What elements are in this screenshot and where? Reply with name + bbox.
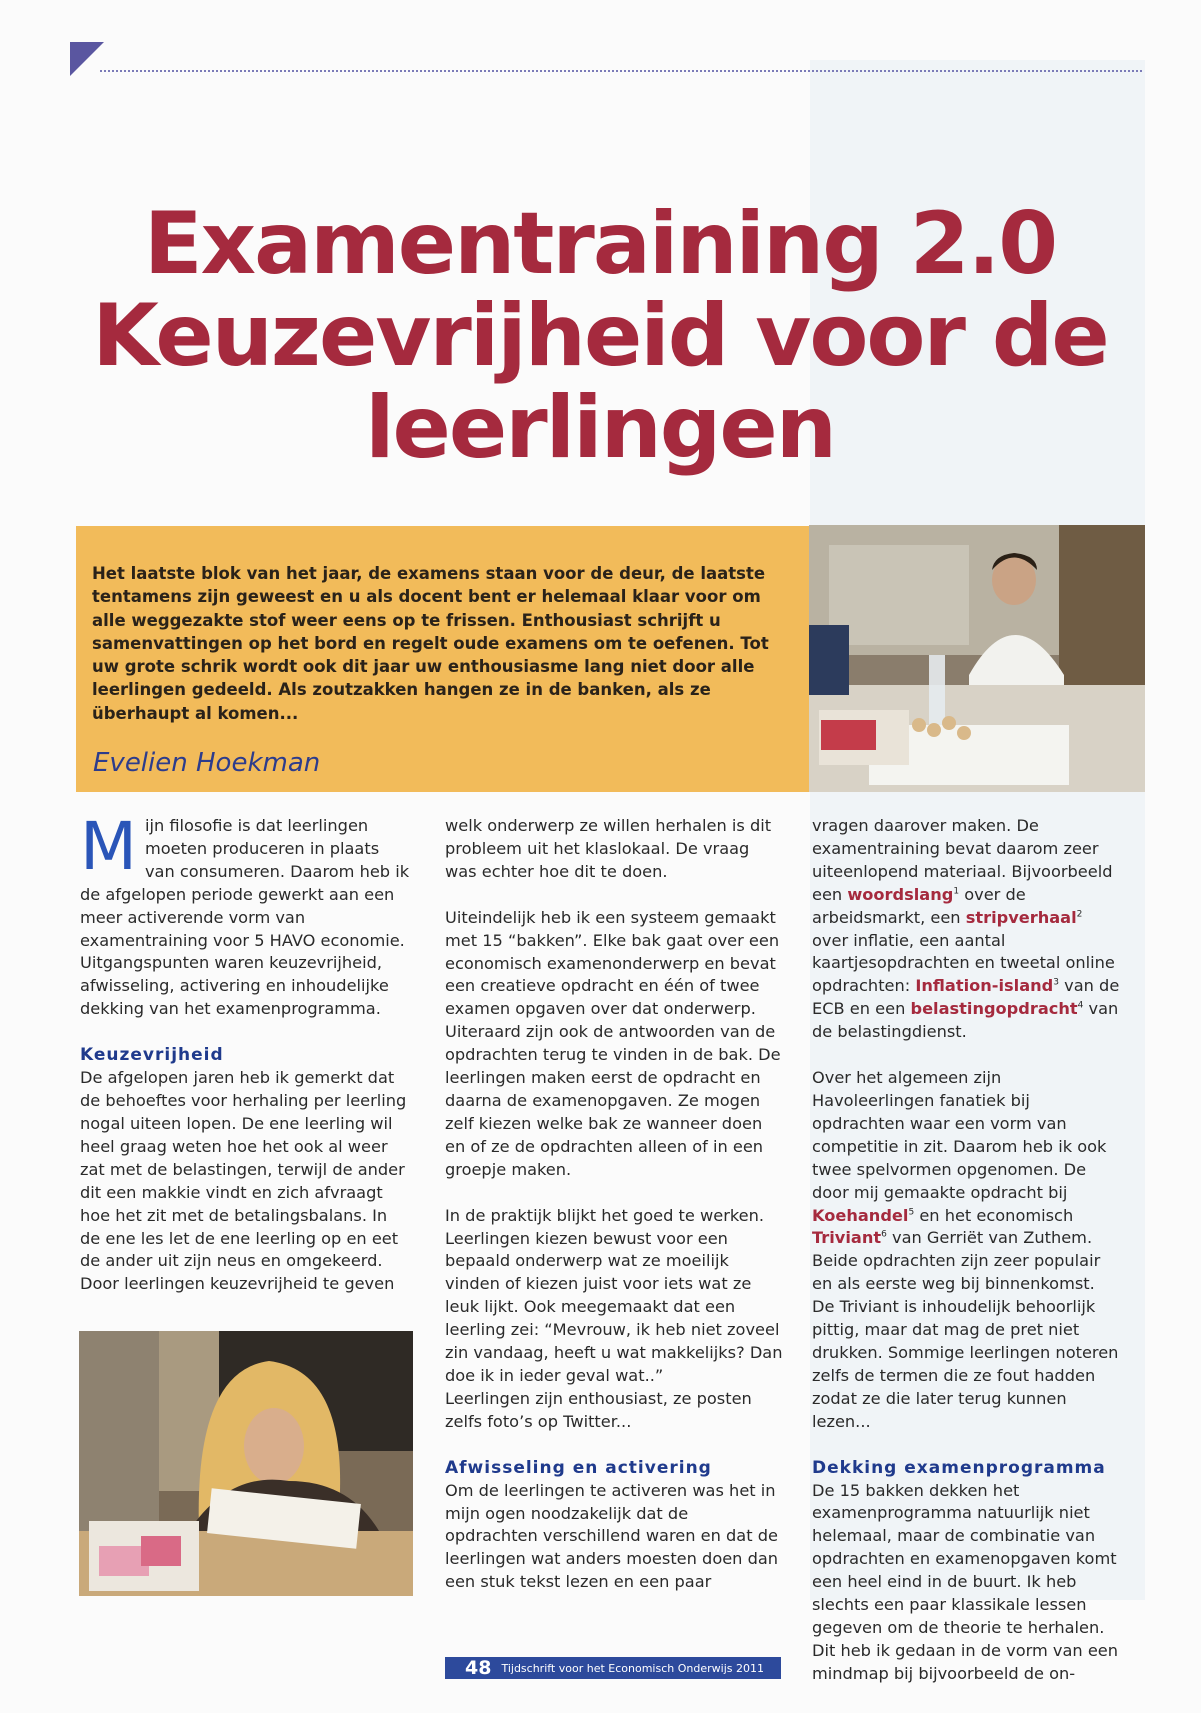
keyword-belastingopdracht: belastingopdracht <box>910 999 1078 1019</box>
paragraph-text: Over het algemeen zijn Havoleerlingen fanatiek bij opdrachten waar een vorm van competitie in zit. Daarom heb ik ook twee spelvormen opgenomen. De door mij gemaakte opdracht bij <box>812 1068 1107 1202</box>
paragraph-text: van Gerriët van Zuthem. Beide opdrachten zijn zeer populair en als eerste weg bij binnenkomst. De Triviant is inhoudelijk behoorlijk pittig, maar dat mag de pret niet drukken. Sommige leerlingen noteren zelfs de termen die ze fout hadden zodat ze die later terug kunnen lezen... <box>812 1228 1119 1431</box>
article-column-3 <box>812 815 1122 1709</box>
paragraph-keuzevrijheid: De afgelopen jaren heb ik gemerkt dat de behoeftes voor herhaling per leerling nogal uiteen lopen. De ene leerling wil heel graag weten hoe het ook al weer zat met de belastingen, terwijl de ander dit een makkie vindt en zich afvraagt hoe het zit met de betalingsbalans. In de ene les let de ene leerling op en eet de ander uit zijn neus en omgekeerd. Door leerlingen keuzevrijheid te geven <box>80 1068 407 1294</box>
footnote-marker: 3 <box>1053 977 1059 988</box>
section-heading-dekking: Dekking examenprogramma <box>812 1457 1106 1478</box>
paragraph-text: en het economisch <box>919 1205 1074 1225</box>
paragraph-text: over inflatie, een aantal kaartjesopdrachten en tweetal online opdrachten: <box>812 930 1115 996</box>
intro-box <box>76 526 809 792</box>
paragraph-materiaal <box>812 815 1122 1044</box>
footnote-marker: 4 <box>1077 1000 1084 1011</box>
keyword-koehandel: Koehandel <box>812 1205 909 1225</box>
title-line-1: Examentraining 2.0 <box>143 194 1057 294</box>
paragraph-probleem: welk onderwerp ze willen herhalen is dit probleem uit het klaslokaal. De vraag was echter hoe dit te doen. <box>445 816 772 881</box>
corner-triangle-icon <box>70 42 104 76</box>
section-heading-keuzevrijheid: Keuzevrijheid <box>80 1045 224 1066</box>
classroom-photo-girl <box>79 1331 413 1596</box>
photo-girl-illustration <box>79 1331 413 1596</box>
title-line-2: Keuzevrijheid voor de <box>92 286 1108 386</box>
paragraph-text: van de belastingdienst. <box>812 999 1119 1042</box>
footnote-marker: 5 <box>908 1207 915 1218</box>
section-heading-afwisseling: Afwisseling en activering <box>445 1457 712 1478</box>
paragraph-text: vragen daarover maken. De examentraining bevat daarom zeer uiteenlopend materiaal. Bijvoorbeeld een <box>812 816 1113 904</box>
paragraph-bakken: Uiteindelijk heb ik een systeem gemaakt met 15 “bakken”. Elke bak gaat over een economisch examenonderwerp en bevat een creatieve opdracht en één of twee examen opgaven over dat onderwerp. Uiteraard zijn ook de antwoorden van de opdrachten terug te vinden in de bak. De leerlingen maken eerst de opdracht en daarna de examenopgaven. Ze mogen zelf kiezen welke bak ze wanneer doen en of ze de opdrachten alleen of in een groepje maken. <box>445 907 781 1179</box>
photo-boy-illustration <box>809 525 1145 792</box>
keyword-stripverhaal: stripverhaal <box>965 907 1077 927</box>
classroom-photo-boy <box>809 525 1145 792</box>
journal-name: Tijdschrift voor het Economisch Onderwijs 2011 <box>501 1661 764 1675</box>
drop-cap: M <box>80 808 137 885</box>
article-title <box>80 194 1120 478</box>
page-number: 48 <box>465 1657 492 1679</box>
paragraph-competitie <box>812 1067 1122 1434</box>
footnote-marker: 2 <box>1076 909 1083 920</box>
title-line-3: leerlingen <box>365 378 835 478</box>
paragraph-text: In de praktijk blijkt het goed te werken. Leerlingen kiezen bewust voor een bepaald onderwerp wat ze moeilijk vinden of kiezen juist voor iets wat ze leuk lijkt. Ook meegemaakt dat een leerling zei: “Mevrouw, ik heb niet zoveel zin vandaag, heeft u wat makkelijks? Dan doe ik in ieder geval wat..” <box>445 1205 783 1385</box>
footnote-marker: 6 <box>881 1230 887 1241</box>
paragraph-text: over de arbeidsmarkt, een <box>812 884 1026 927</box>
paragraph-praktijk <box>445 1205 785 1388</box>
paragraph-activering: Om de leerlingen te activeren was het in mijn ogen noodzakelijk dat de opdrachten verschillend waren en dat de leerlingen wat anders moesten doen dan een stuk tekst lezen en een paar <box>445 1480 779 1592</box>
paragraph-dekking: De 15 bakken dekken het examenprogramma natuurlijk niet helemaal, maar de combinatie van opdrachten en examenopgaven komt een heel eind in de buurt. Ik heb slechts een paar klassikale lessen gegeven om de theorie te herhalen. Dit heb ik gedaan in de vorm van een mindmap bij bijvoorbeeld de on- <box>812 1480 1118 1683</box>
paragraph-text: van de ECB en een <box>812 976 1120 1019</box>
header-dotted-rule <box>100 70 1142 72</box>
keyword-triviant: Triviant <box>812 1228 882 1248</box>
article-column-2 <box>445 815 785 1617</box>
opening-paragraph <box>80 808 412 1021</box>
page-footer <box>445 1657 781 1679</box>
paragraph-twitter: Leerlingen zijn enthousiast, ze posten zelfs foto’s op Twitter... <box>445 1388 752 1431</box>
intro-text: Het laatste blok van het jaar, de examens staan voor de deur, de laatste tentamens zijn geweest en u als docent bent er helemaal klaar voor om alle weggezakte stof weer eens op te frissen. Enthousiast schrijft u samenvattingen op het bord en regelt oude examens om te oefenen. Tot uw grote schrik wordt ook dit jaar uw enthousiasme lang niet door alle leerlingen gedeeld. Als zoutzakken hangen ze in de banken, als ze überhaupt al komen... <box>92 564 769 723</box>
keyword-inflation-island: Inflation-island <box>915 976 1054 996</box>
keyword-woordslang: woordslang <box>847 884 954 904</box>
article-column-1 <box>80 808 412 1319</box>
paragraph-text: ijn filosofie is dat leerlingen moeten produceren in plaats van consumeren. Daarom heb ik de afgelopen periode gewerkt aan een meer activerende vorm van examentraining voor 5 HAVO economie. Uitgangspunten waren keuzevrijheid, afwisseling, activering en inhoudelijke dekking van het examenprogramma. <box>80 816 410 1019</box>
author-name: Evelien Hoekman <box>93 748 321 778</box>
footnote-marker: 1 <box>953 886 960 897</box>
